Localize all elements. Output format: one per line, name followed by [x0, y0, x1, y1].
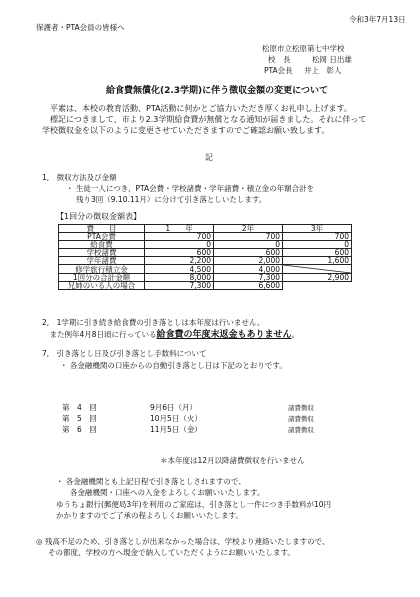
cell-grade3: 0: [283, 241, 352, 249]
table-row: [59, 282, 352, 290]
cell-grade2: 700: [214, 233, 283, 241]
note1-line4: かかりますのでご了承の程よろしくお願いいたします。: [56, 511, 243, 520]
principal-name: 松岡 日出雄: [312, 55, 352, 64]
schedule-item: 諸費徴収: [288, 426, 314, 434]
note1-line2: 各金融機関・口座への入金をよろしくお願いいたします。: [70, 488, 265, 497]
school-name: 松原市立松原第七中学校: [262, 44, 345, 53]
section1-bullet-cont: 残り3回（9.10.11月）に分けて引き落としいたします。: [76, 195, 267, 204]
cell-grade1: 7,300: [145, 282, 214, 290]
table-header-grade3: 3年: [283, 225, 352, 233]
cell-grade1: 8,000: [145, 274, 214, 282]
principal-title: 校 長: [268, 55, 291, 64]
row-label: 修学旅行積立金: [59, 265, 145, 274]
cell-grade3-empty: [283, 282, 352, 290]
section2-line2: [42, 330, 299, 340]
section2-prefix: また例年4月8日頃に行っている: [42, 330, 157, 339]
schedule-round: 第 5 回: [62, 414, 97, 423]
cell-grade1: 4,500: [145, 265, 214, 274]
row-label: PTA会費: [59, 233, 145, 241]
cell-grade2: 0: [214, 241, 283, 249]
schedule-date: 10月5日（火）: [150, 414, 202, 423]
cell-grade2: 6,600: [214, 282, 283, 290]
schedule-date: 9月6日（月）: [150, 403, 198, 412]
section2-line1: 2, 1学期に引き続き給食費の引き落としは本年度は行いません。: [42, 318, 265, 327]
cell-grade3: 600: [283, 249, 352, 257]
schedule-note: ＊本年度は12月以降諸費徴収を行いません: [160, 456, 305, 465]
table-header-label: 費 目: [59, 225, 145, 233]
section2-suffix: 。: [291, 330, 300, 339]
document-date: 令和3年7月13日: [349, 15, 406, 24]
schedule-round: 第 4 回: [62, 403, 97, 412]
schedule-item: 諸費徴収: [288, 415, 314, 423]
table-header-grade1: 1 年: [145, 225, 214, 233]
recipient-line: 保護者・PTA会員の皆様へ: [36, 23, 125, 32]
fee-table: [58, 224, 352, 290]
section1-heading: 1, 徴収方法及び金額: [42, 173, 117, 182]
cell-grade1: 0: [145, 241, 214, 249]
intro-line-1: 平素は、本校の教育活動、PTA活動に何かとご協力いただき厚くお礼申し上げます。: [42, 104, 352, 113]
schedule-date: 11月5日（金）: [150, 425, 202, 434]
cell-grade1: 700: [145, 233, 214, 241]
cell-grade2: 600: [214, 249, 283, 257]
cell-grade2: 4,000: [214, 265, 283, 274]
ki-marker: 記: [205, 153, 213, 162]
cell-grade2: 7,300: [214, 274, 283, 282]
row-label: 給食費: [59, 241, 145, 249]
table-header-grade2: 2年: [214, 225, 283, 233]
intro-line-3: 学校徴収金を以下のように変更させていただきますのでご確認お願い致します。: [42, 126, 330, 135]
diagonal-strike: [283, 265, 351, 273]
row-label: 兄姉のいる人の場合: [59, 282, 145, 290]
section1-bullet: ・ 生徒一人につき、PTA会費・学校諸費・学年諸費・積立金の年額合計を: [66, 184, 315, 193]
document-title: 給食費無償化(2.3学期)に伴う徴収金額の変更について: [106, 86, 328, 96]
cell-grade1: 600: [145, 249, 214, 257]
row-label: 学校諸費: [59, 249, 145, 257]
cell-grade3: 700: [283, 233, 352, 241]
table-row: [59, 257, 352, 265]
pta-name: 井上 彰人: [304, 66, 342, 75]
cell-grade2: 2,000: [214, 257, 283, 265]
cell-grade3: 2,900: [283, 274, 352, 282]
note1-line3: ゆうちょ銀行(郵便局3年)を利用のご家庭は、引き落とし一件につき手数料が10円: [56, 500, 332, 509]
cell-grade3: 1,600: [283, 257, 352, 265]
section2-emphasis: 給食費の年度末返金もありません: [156, 330, 292, 340]
table-caption: 【1回分の徴収金額表】: [56, 212, 142, 221]
note2-line1: ◎ 残高不足のため、引き落としが出来なかった場合は、学校より連絡いたしますので、: [36, 537, 330, 546]
intro-line-2: 標記につきまして、市より2.3学期給食費が無償となる通知が届きました。それに伴って: [42, 115, 367, 124]
schedule-item: 諸費徴収: [288, 404, 314, 412]
pta-title: PTA会長: [264, 66, 293, 75]
note2-line2: その都度、学校の方へ現金で納入していただくようにお願いいたします。: [48, 548, 295, 557]
schedule-round: 第 6 回: [62, 425, 97, 434]
section7-heading: 7, 引き落とし日及び引き落とし手数料について: [42, 349, 207, 358]
row-label: 1回分の合計金額: [59, 274, 145, 282]
section7-bullet: ・ 各金融機関の口座からの自動引き落とし日は下記のとおりです。: [60, 361, 287, 370]
row-label: 学年諸費: [59, 257, 145, 265]
note1-line1: ・ 各金融機関とも上記日程で引き落としされますので、: [56, 477, 246, 486]
cell-grade1: 2,200: [145, 257, 214, 265]
